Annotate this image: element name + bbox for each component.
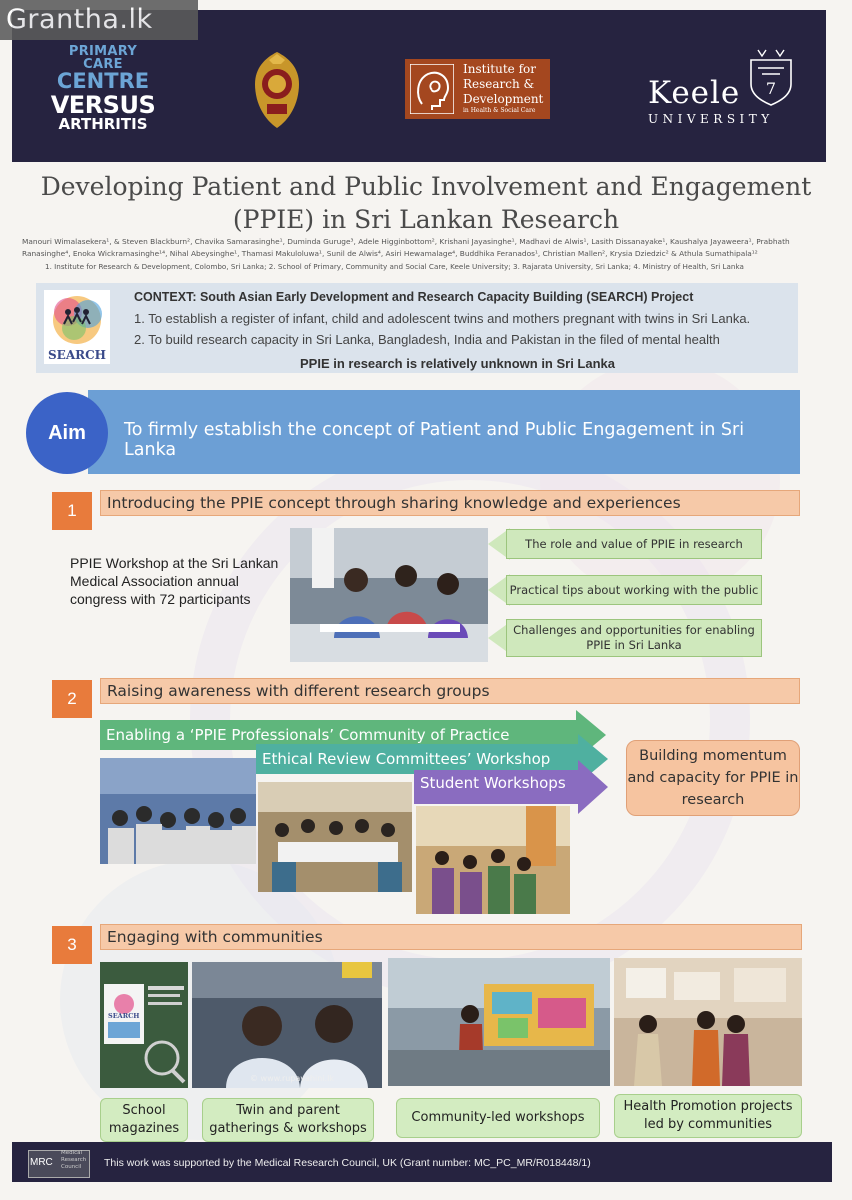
section-1-point-1: The role and value of PPIE in research xyxy=(506,529,762,559)
aim-text: To firmly establish the concept of Patient and Public Engagement in Sri Lanka xyxy=(124,420,745,460)
school-magazine-photo xyxy=(100,962,188,1088)
primary-care-centre-logo xyxy=(48,45,158,132)
brain-head-icon xyxy=(410,64,454,114)
pcc-line2: CENTRE xyxy=(56,69,150,93)
keele-name: Keele xyxy=(648,75,741,111)
section-1-description: PPIE Workshop at the Sri Lankan Medical Association annual congress with 72 participants xyxy=(70,555,279,607)
section-2-arrow-1: Enabling a ‘PPIE Professionals’ Community of Practice xyxy=(100,720,576,750)
site-watermark: Grantha.lk xyxy=(0,0,198,40)
keele-university-logo xyxy=(648,76,798,126)
authors-line2: Ranasinghe⁴, Enoka Wickramasinghe¹⁴, Nihal Abeysinghe¹, Thamasi Makuloluwa¹, Sunil de Alwis⁴, Asiri Hewamalage⁴, Buddhika Feranados¹, Christian Mallen², Krysia Dziedzic² & Athula Sumathipala¹² xyxy=(22,249,758,258)
caption-school-magazines: School magazines xyxy=(100,1098,188,1142)
authors-line1: Manouri Wimalasekera¹, & Steven Blackburn², Chavika Samarasinghe¹, Duminda Guruge³, Adele Higginbottom², Krishani Jayasinghe¹, Madhavi de Alwis¹, Lasith Dissanayake¹, Kaushalya Jayaweera¹, Prabhath xyxy=(22,237,790,246)
workshop-photo xyxy=(290,528,488,662)
section-3-number: 3 xyxy=(52,926,92,964)
affiliations: 1. Institute for Research & Development, Colombo, Sri Lanka; 2. School of Primary, Community and Social Care, Keele University; 3. Rajarata University, Sri Lanka; 4. Ministry of Health, Sri Lanka xyxy=(45,262,744,271)
ird-line2: Research & xyxy=(463,77,535,91)
section-2-number: 2 xyxy=(52,680,92,718)
mrc-abbr: MRC xyxy=(30,1157,53,1168)
pcc-line1: PRIMARY CARE xyxy=(68,44,138,72)
search-logo-text: SEARCH xyxy=(48,348,106,362)
section-3-heading: Engaging with communities xyxy=(100,924,802,950)
section-2-outcome: Building momentum and capacity for PPIE in research xyxy=(626,740,800,816)
twin-gathering-photo xyxy=(192,962,382,1088)
svg-text:7: 7 xyxy=(765,79,777,98)
health-promotion-photo xyxy=(614,958,802,1086)
section-1-point-3: Challenges and opportunities for enabling PPIE in Sri Lanka xyxy=(506,619,762,657)
student-workshop-photo xyxy=(416,806,570,914)
keele-university: UNIVERSITY xyxy=(648,112,774,126)
title-line1: Developing Patient and Public Involvement and Engagement xyxy=(40,172,812,201)
photo-credit: © www.rupavahini.lk xyxy=(250,1074,334,1083)
mrc-name: Medical Research Council xyxy=(61,1150,87,1170)
ird-line1: Institute for xyxy=(463,62,536,76)
section-1-number: 1 xyxy=(52,492,92,530)
community-workshop-photo xyxy=(388,958,610,1086)
caption-twin-gatherings: Twin and parent gatherings & workshops xyxy=(202,1098,374,1142)
context-title: CONTEXT: South Asian Early Development and Research Capacity Building (SEARCH) Project xyxy=(134,290,694,304)
aim-badge: Aim xyxy=(26,392,108,474)
poster-title xyxy=(20,170,832,236)
ird-logo-text xyxy=(463,62,549,115)
community-of-practice-photo xyxy=(100,758,256,864)
section-2-heading: Raising awareness with different research groups xyxy=(100,678,800,704)
ethical-review-workshop-photo xyxy=(258,782,412,892)
context-item-2: 2. To build research capacity in Sri Lanka, Bangladesh, India and Pakistan in the filed of mental health xyxy=(134,332,720,347)
arrow-3-tip xyxy=(578,760,608,814)
pcc-line4: ARTHRITIS xyxy=(58,115,148,133)
ird-line4: in Health & Social Care xyxy=(463,107,536,114)
funding-statement: This work was supported by the Medical Research Council, UK (Grant number: MC_PC_MR/R018448/1) xyxy=(104,1157,591,1169)
caption-health-promotion: Health Promotion projects led by communities xyxy=(614,1094,802,1138)
section-2-arrow-2: Ethical Review Committees’ Workshop xyxy=(256,744,578,774)
context-item-1: 1. To establish a register of infant, child and adolescent twins and mothers pregnant with twins in Sri Lanka. xyxy=(134,311,751,326)
pcc-line3: VERSUS xyxy=(50,91,156,119)
title-line2: (PPIE) in Sri Lankan Research xyxy=(232,205,620,234)
magazine-title: SEARCH xyxy=(108,1012,140,1020)
caption-community-workshops: Community-led workshops xyxy=(396,1098,600,1138)
ird-line3: Development xyxy=(463,92,544,106)
sri-lanka-emblem-icon xyxy=(245,50,309,130)
context-note: PPIE in research is relatively unknown in Sri Lanka xyxy=(300,356,616,371)
section-2-arrow-3: Student Workshops xyxy=(414,770,578,804)
author-list xyxy=(22,236,822,260)
section-1-heading: Introducing the PPIE concept through sharing knowledge and experiences xyxy=(100,490,800,516)
section-1-point-2: Practical tips about working with the public xyxy=(506,575,762,605)
